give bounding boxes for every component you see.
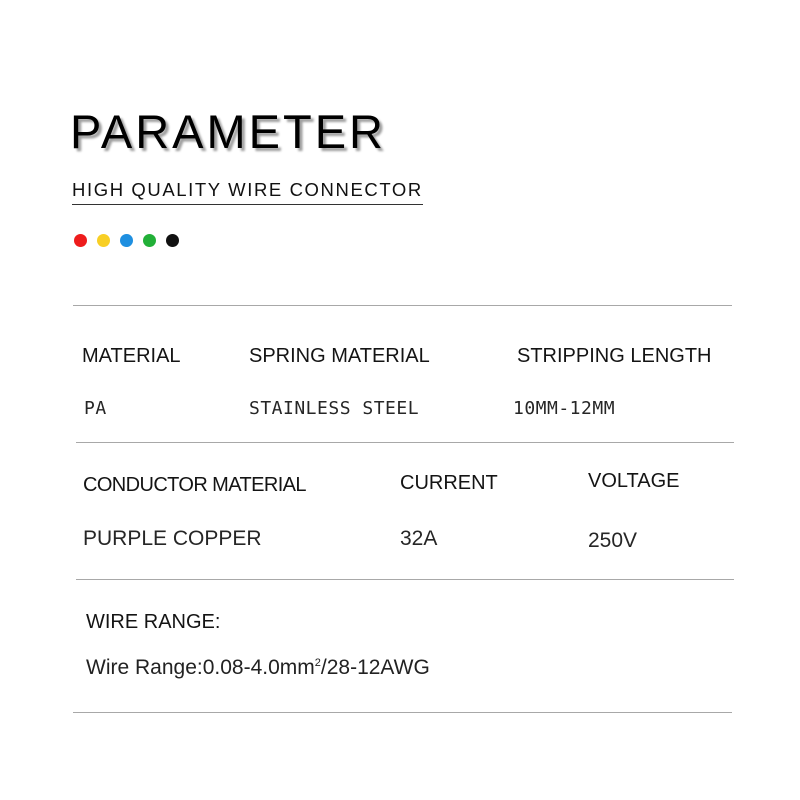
color-dot-yellow: [97, 234, 110, 247]
divider: [76, 442, 734, 443]
color-dots: [74, 234, 179, 247]
material-label: MATERIAL: [82, 345, 181, 367]
wire-range-label: WIRE RANGE:: [86, 611, 221, 633]
conductor-material-label: CONDUCTOR MATERIAL: [83, 474, 306, 496]
current-label: CURRENT: [400, 472, 498, 494]
divider: [73, 305, 732, 306]
color-dot-red: [74, 234, 87, 247]
divider: [73, 712, 732, 713]
wire-range-value-main: Wire Range:0.08-4.0mm: [86, 656, 315, 679]
conductor-material-value: PURPLE COPPER: [83, 527, 262, 550]
wire-range-superscript: 2: [314, 657, 321, 669]
page-title: PARAMETER: [70, 105, 386, 158]
current-value: 32A: [400, 527, 438, 550]
material-value: PA: [84, 398, 107, 419]
color-dot-black: [166, 234, 179, 247]
stripping-length-value: 10MM-12MM: [513, 398, 616, 419]
page-subtitle: HIGH QUALITY WIRE CONNECTOR: [72, 179, 423, 205]
divider: [76, 579, 734, 580]
voltage-label: VOLTAGE: [588, 470, 680, 492]
spring-material-label: SPRING MATERIAL: [249, 345, 430, 367]
color-dot-green: [143, 234, 156, 247]
voltage-value: 250V: [588, 529, 638, 552]
wire-range-value-awg: /28-12AWG: [320, 656, 430, 679]
color-dot-blue: [120, 234, 133, 247]
spring-material-value: STAINLESS STEEL: [249, 398, 420, 419]
stripping-length-label: STRIPPING LENGTH: [517, 345, 712, 367]
wire-range-value: [86, 656, 430, 680]
